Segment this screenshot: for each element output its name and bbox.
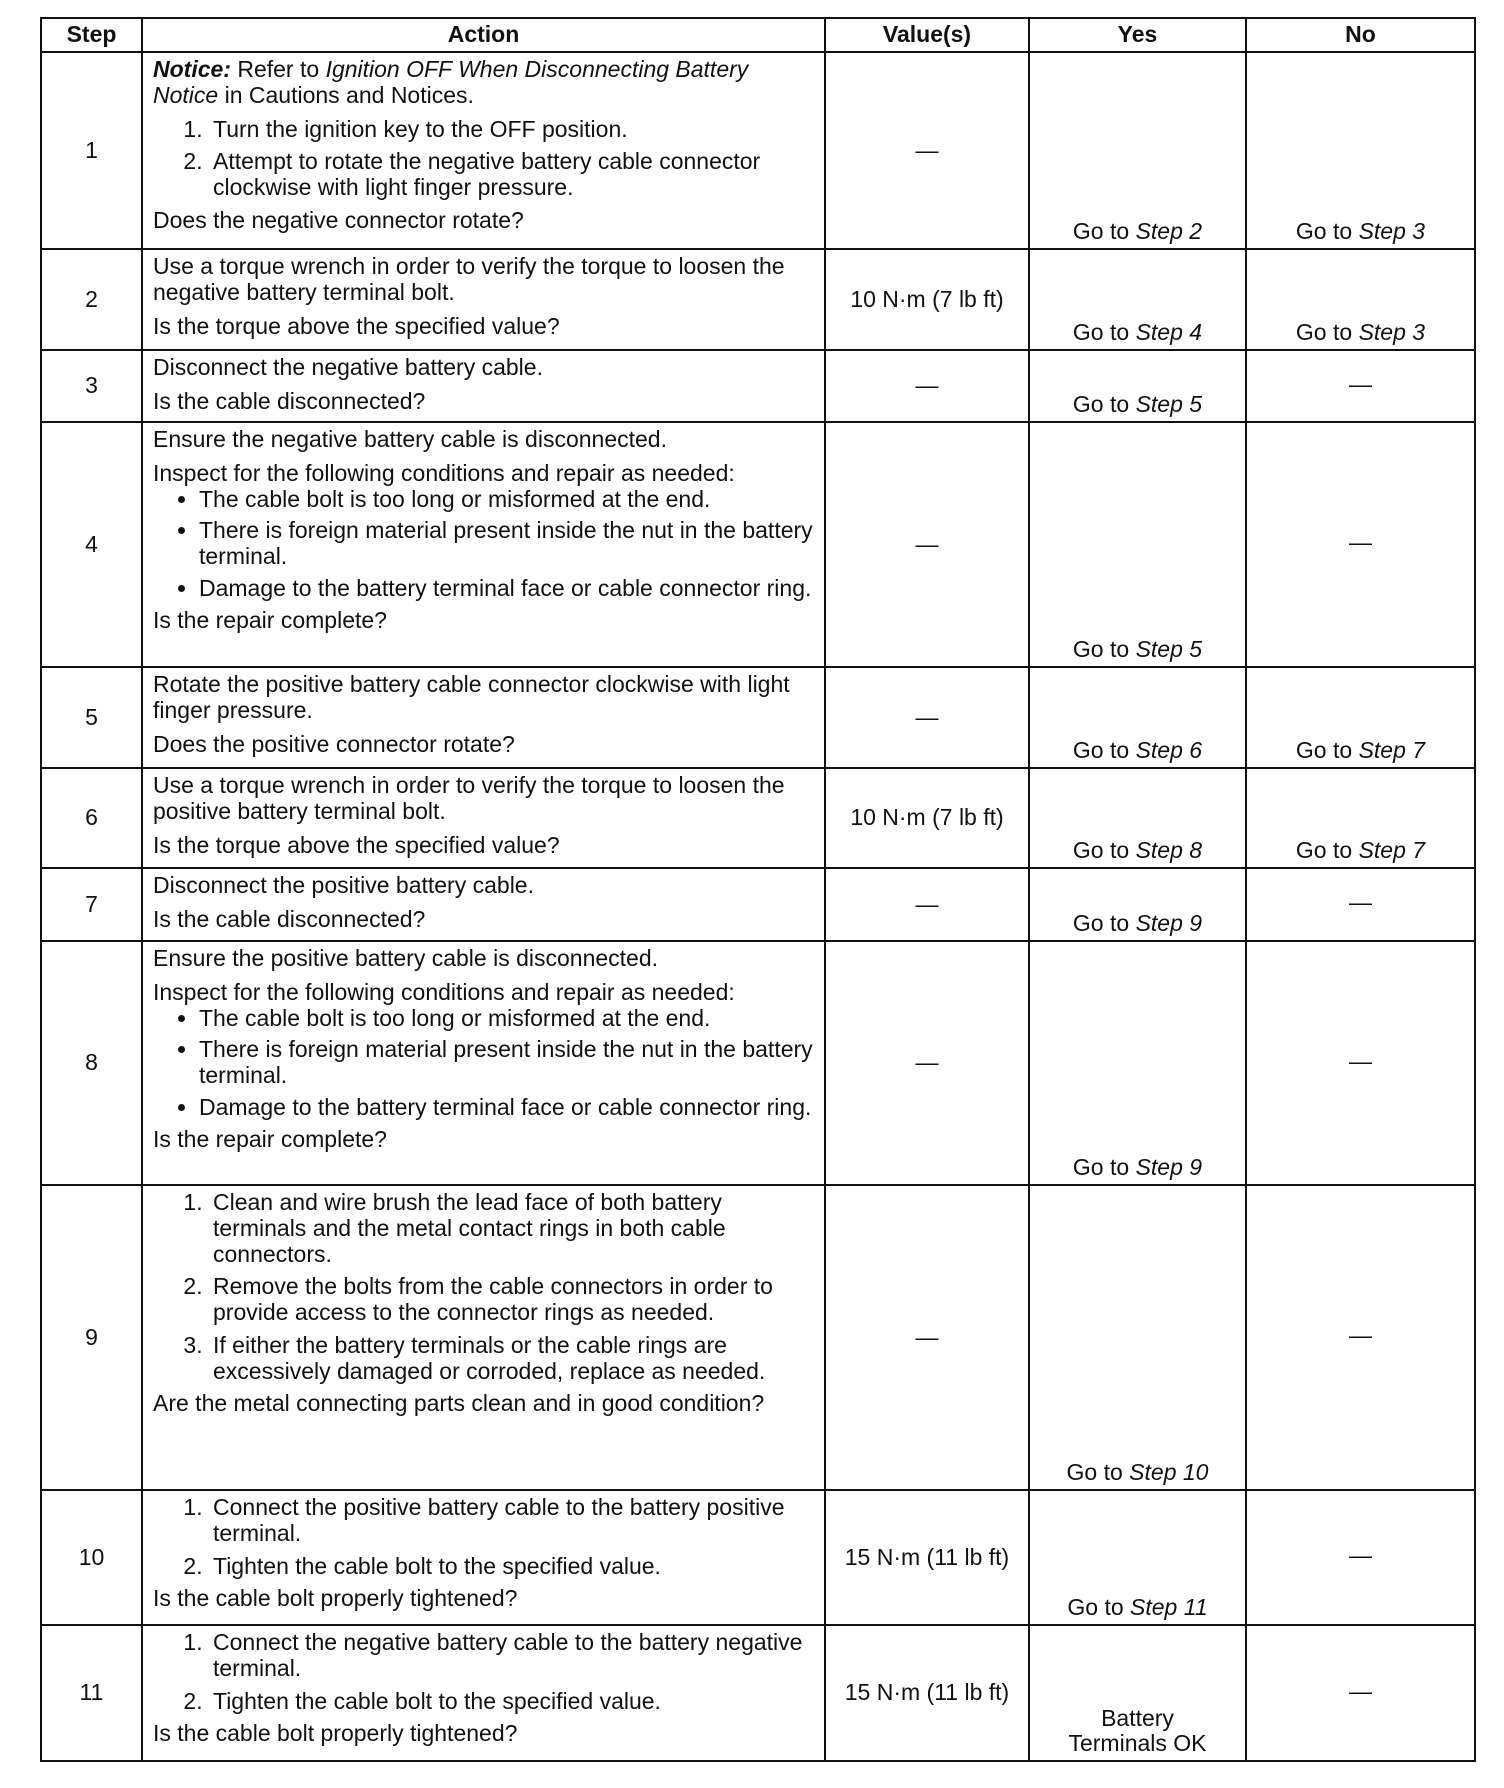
yes-cell	[1029, 1490, 1246, 1625]
action-text: Use a torque wrench in order to verify the torque to loosen the positive battery terminal bolt.	[153, 772, 785, 824]
action-cell	[142, 1490, 825, 1625]
list-item: 2. Tighten the cable bolt to the specified value.	[209, 1554, 816, 1580]
action-steps	[153, 1630, 816, 1714]
action-question: Is the torque above the specified value?	[153, 831, 560, 858]
yes-cell	[1029, 768, 1246, 868]
yes-cell	[1029, 941, 1246, 1185]
table-row	[41, 52, 1475, 249]
no-cell	[1246, 667, 1475, 768]
action-text: Inspect for the following conditions and repair as needed:	[153, 459, 735, 486]
goto-text: Go to	[1295, 737, 1359, 764]
yes-cell	[1029, 1185, 1246, 1490]
table-row	[41, 249, 1475, 350]
action-cell	[142, 422, 825, 667]
diagnostic-table	[40, 17, 1476, 1762]
header-step: Step	[41, 18, 142, 52]
yes-cell	[1029, 350, 1246, 422]
action-question: Is the cable disconnected?	[153, 387, 426, 414]
list-item: • There is foreign material present inside the nut in the battery terminal.	[199, 518, 816, 570]
yes-cell	[1029, 1625, 1246, 1761]
no-cell	[1246, 249, 1475, 350]
header-yes: Yes	[1029, 18, 1246, 52]
table-row	[41, 422, 1475, 667]
action-steps	[153, 117, 816, 201]
step-reference: Step 9	[1135, 1154, 1203, 1181]
table-row	[41, 1185, 1475, 1490]
header-action: Action	[142, 18, 825, 52]
result-line: Battery	[1101, 1704, 1174, 1731]
value-cell: —	[825, 422, 1029, 667]
action-text: Ensure the positive battery cable is disconnected.	[153, 945, 659, 971]
header-no: No	[1246, 18, 1475, 52]
goto-text: Go to	[1067, 1594, 1131, 1621]
action-text: Ensure the negative battery cable is disconnected.	[153, 426, 667, 452]
list-item: 3. If either the battery terminals or the cable rings are excessively damaged or corroded, replace as needed.	[209, 1333, 816, 1385]
goto-text: Go to	[1295, 319, 1359, 346]
goto-text: Go to	[1072, 737, 1136, 764]
condition-list	[153, 487, 816, 602]
action-cell	[142, 350, 825, 422]
step-reference: Step 5	[1135, 391, 1203, 418]
goto-text: Go to	[1072, 910, 1136, 937]
yes-cell	[1029, 667, 1246, 768]
value-cell: —	[825, 941, 1029, 1185]
step-reference: Step 3	[1358, 218, 1426, 245]
step-number: 8	[41, 941, 142, 1185]
result-line: Terminals OK	[1068, 1730, 1207, 1757]
value-cell: 15 N·m (11 lb ft)	[825, 1490, 1029, 1625]
action-question: Is the torque above the specified value?	[153, 312, 560, 339]
yes-cell	[1029, 52, 1246, 249]
goto-text: Go to	[1072, 319, 1136, 346]
step-reference: Step 6	[1135, 737, 1203, 764]
notice	[153, 57, 816, 109]
table-row	[41, 667, 1475, 768]
condition-list	[153, 1006, 816, 1121]
no-cell: —	[1246, 1490, 1475, 1625]
list-item: 2. Tighten the cable bolt to the specified value.	[209, 1689, 816, 1715]
table-row	[41, 1625, 1475, 1761]
table-row	[41, 941, 1475, 1185]
list-item: • The cable bolt is too long or misformed at the end.	[199, 487, 816, 513]
step-reference: Step 7	[1358, 737, 1426, 764]
goto-text: Go to	[1072, 636, 1136, 663]
goto-text: Go to	[1072, 837, 1136, 864]
yes-cell	[1029, 868, 1246, 941]
value-cell: —	[825, 350, 1029, 422]
no-cell: —	[1246, 868, 1475, 941]
no-cell: —	[1246, 941, 1475, 1185]
step-number: 10	[41, 1490, 142, 1625]
step-number: 2	[41, 249, 142, 350]
list-item: • Damage to the battery terminal face or cable connector ring.	[199, 1095, 816, 1121]
action-text: Use a torque wrench in order to verify the torque to loosen the negative battery terminal bolt.	[153, 253, 785, 305]
list-item: 2. Attempt to rotate the negative battery cable connector clockwise with light finger pressure.	[209, 149, 816, 201]
no-cell: —	[1246, 1185, 1475, 1490]
value-cell: 10 N·m (7 lb ft)	[825, 249, 1029, 350]
no-cell: —	[1246, 422, 1475, 667]
action-question: Is the cable disconnected?	[153, 905, 426, 932]
step-reference: Step 7	[1358, 837, 1426, 864]
list-item: • The cable bolt is too long or misformed at the end.	[199, 1006, 816, 1032]
notice-reference: Ignition OFF When Disconnecting Battery Notice	[153, 56, 749, 108]
action-question: Does the positive connector rotate?	[153, 730, 515, 757]
table-row	[41, 1490, 1475, 1625]
action-cell	[142, 52, 825, 249]
value-cell: —	[825, 868, 1029, 941]
notice-label: Notice:	[153, 56, 231, 82]
step-number: 9	[41, 1185, 142, 1490]
action-text: Disconnect the positive battery cable.	[153, 872, 534, 898]
action-text: Rotate the positive battery cable connector clockwise with light finger pressure.	[153, 671, 790, 723]
step-reference: Step 11	[1130, 1594, 1208, 1621]
action-cell	[142, 1625, 825, 1761]
list-item: • There is foreign material present inside the nut in the battery terminal.	[199, 1037, 816, 1089]
action-question: Does the negative connector rotate?	[153, 206, 524, 233]
goto-text: Go to	[1072, 1154, 1136, 1181]
action-cell	[142, 868, 825, 941]
action-cell	[142, 941, 825, 1185]
goto-text: Go to	[1072, 218, 1136, 245]
table-row	[41, 868, 1475, 941]
notice-text: Refer to	[230, 56, 326, 82]
action-question: Is the repair complete?	[153, 606, 387, 633]
action-cell	[142, 667, 825, 768]
list-item: 1. Clean and wire brush the lead face of both battery terminals and the metal contact rings in both cable connectors.	[209, 1190, 816, 1267]
step-number: 3	[41, 350, 142, 422]
action-cell	[142, 249, 825, 350]
list-item: 1. Turn the ignition key to the OFF position.	[209, 117, 816, 143]
value-cell: 15 N·m (11 lb ft)	[825, 1625, 1029, 1761]
step-number: 1	[41, 52, 142, 249]
yes-cell	[1029, 249, 1246, 350]
action-question: Is the repair complete?	[153, 1125, 387, 1152]
action-steps	[153, 1190, 816, 1384]
step-reference: Step 3	[1358, 319, 1426, 346]
table-row	[41, 350, 1475, 422]
step-reference: Step 10	[1129, 1459, 1209, 1486]
yes-cell	[1029, 422, 1246, 667]
value-cell: —	[825, 667, 1029, 768]
value-cell: 10 N·m (7 lb ft)	[825, 768, 1029, 868]
step-reference: Step 9	[1135, 910, 1203, 937]
table-row	[41, 768, 1475, 868]
step-reference: Step 8	[1135, 837, 1203, 864]
step-number: 5	[41, 667, 142, 768]
step-reference: Step 2	[1135, 218, 1203, 245]
header-row	[41, 18, 1475, 52]
list-item: • Damage to the battery terminal face or cable connector ring.	[199, 576, 816, 602]
no-cell: —	[1246, 350, 1475, 422]
list-item: 1. Connect the positive battery cable to the battery positive terminal.	[209, 1495, 816, 1547]
action-steps	[153, 1495, 816, 1579]
action-question: Is the cable bolt properly tightened?	[153, 1585, 518, 1612]
step-number: 7	[41, 868, 142, 941]
step-number: 4	[41, 422, 142, 667]
step-number: 11	[41, 1625, 142, 1761]
step-number: 6	[41, 768, 142, 868]
action-text: Inspect for the following conditions and repair as needed:	[153, 978, 735, 1005]
step-reference: Step 5	[1135, 636, 1203, 663]
goto-text: Go to	[1072, 391, 1136, 418]
action-text: Disconnect the negative battery cable.	[153, 354, 543, 380]
no-cell: —	[1246, 1625, 1475, 1761]
notice-text: in Cautions and Notices.	[218, 81, 474, 108]
list-item: 1. Connect the negative battery cable to the battery negative terminal.	[209, 1630, 816, 1682]
value-cell: —	[825, 1185, 1029, 1490]
no-cell	[1246, 768, 1475, 868]
step-reference: Step 4	[1135, 319, 1203, 346]
action-cell	[142, 1185, 825, 1490]
header-values: Value(s)	[825, 18, 1029, 52]
action-cell	[142, 768, 825, 868]
action-question: Is the cable bolt properly tightened?	[153, 1720, 518, 1747]
goto-text: Go to	[1066, 1459, 1130, 1486]
value-cell: —	[825, 52, 1029, 249]
goto-text: Go to	[1295, 218, 1359, 245]
action-question: Are the metal connecting parts clean and in good condition?	[153, 1390, 765, 1417]
goto-text: Go to	[1295, 837, 1359, 864]
list-item: 2. Remove the bolts from the cable connectors in order to provide access to the connector rings as needed.	[209, 1274, 816, 1326]
no-cell	[1246, 52, 1475, 249]
